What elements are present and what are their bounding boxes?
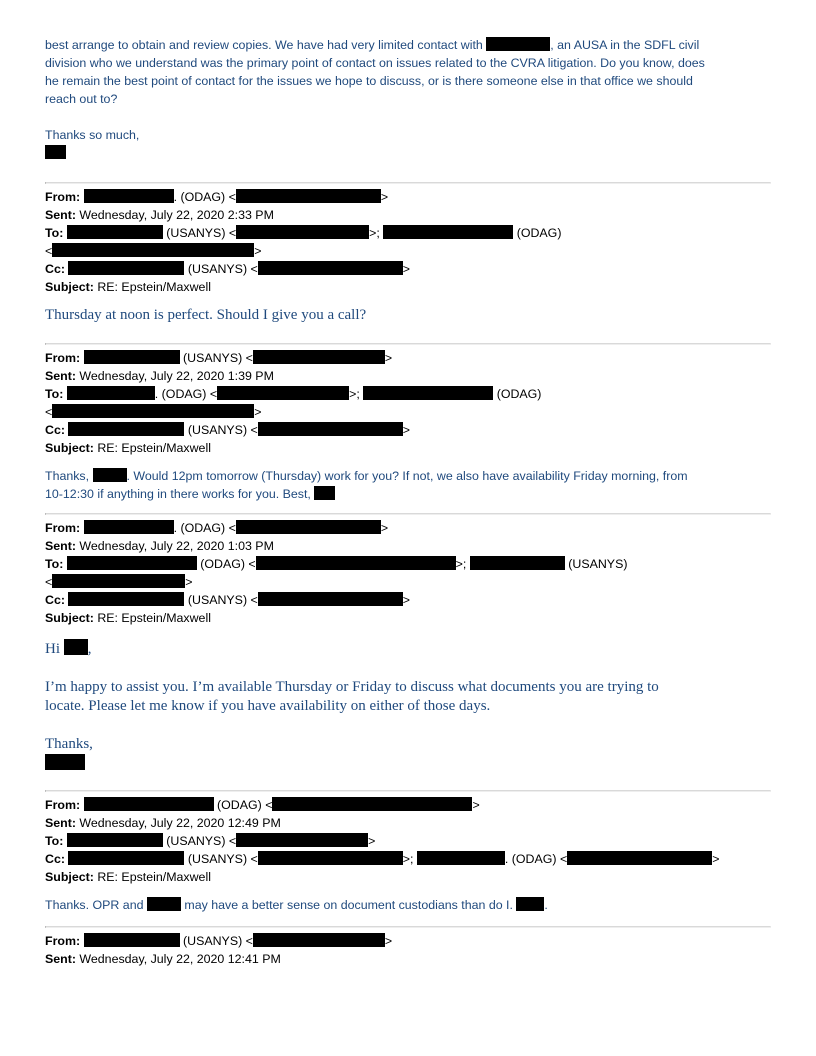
top-message-line: division who we understand was the primary point of contact on issues related to the CVRA litigation. Do you know, does (45, 56, 705, 70)
subject-value: RE: Epstein/Maxwell (93, 441, 211, 455)
to-line-cont (45, 403, 771, 421)
text: 10-12:30 if anything in there works for you. Best, (45, 487, 315, 501)
subject-label: Subject: (45, 441, 94, 455)
redaction (84, 520, 174, 534)
text: > (254, 405, 262, 419)
body-line: I’m happy to assist you. I’m available Thursday or Friday to discuss what documents you are trying to (45, 679, 659, 695)
cc-label: Cc: (45, 262, 65, 276)
text: > (472, 798, 480, 812)
from-label: From: (45, 351, 81, 365)
cc-line (45, 421, 771, 439)
redaction (256, 556, 456, 570)
email-header (45, 796, 771, 886)
from-line (45, 349, 771, 367)
sent-line (45, 814, 771, 832)
text: > (185, 575, 193, 589)
from-line (45, 519, 771, 537)
body-line (45, 896, 771, 914)
subject-label: Subject: (45, 280, 94, 294)
subject-value: RE: Epstein/Maxwell (93, 611, 211, 625)
top-message-closing: Thanks so much, (45, 128, 140, 142)
to-line-cont (45, 242, 771, 260)
text: Thanks. OPR and (45, 898, 147, 912)
from-line (45, 188, 771, 206)
to-label: To: (45, 387, 64, 401)
redaction (217, 386, 349, 400)
to-org: (USANYS) (564, 557, 628, 571)
redaction (68, 422, 184, 436)
subject-value: RE: Epstein/Maxwell (93, 280, 211, 294)
redaction (258, 592, 403, 606)
text: > (402, 262, 410, 276)
from-org: (ODAG) < (213, 798, 273, 812)
redaction (68, 851, 184, 865)
to-line (45, 224, 771, 242)
subject-label: Subject: (45, 870, 94, 884)
email-body (45, 467, 771, 503)
subject-label: Subject: (45, 611, 94, 625)
cc-org: (USANYS) < (184, 423, 258, 437)
email-header (45, 188, 771, 296)
redaction (68, 592, 184, 606)
top-message-line: he remain the best point of contact for the issues we hope to discuss, or is there someone else in that office we should (45, 74, 693, 88)
redaction (68, 261, 184, 275)
sent-line (45, 537, 771, 555)
text: > (402, 423, 410, 437)
text: < (45, 244, 53, 258)
redaction (52, 243, 254, 257)
redaction (486, 37, 550, 51)
sent-line (45, 950, 771, 968)
sent-value: Wednesday, July 22, 2020 12:49 PM (75, 816, 281, 830)
from-org: (USANYS) < (179, 351, 253, 365)
redaction (236, 520, 381, 534)
cc-org: (USANYS) < (184, 593, 258, 607)
text: Thanks, (45, 469, 93, 483)
redaction (253, 350, 385, 364)
redaction (67, 833, 163, 847)
to-org: (ODAG) < (196, 557, 256, 571)
top-message-line (45, 36, 771, 54)
redaction (236, 833, 368, 847)
to-org: (USANYS) < (162, 834, 237, 848)
sent-value: Wednesday, July 22, 2020 1:39 PM (75, 369, 274, 383)
to-label: To: (45, 834, 64, 848)
redaction (417, 851, 505, 865)
redaction (258, 851, 403, 865)
signature (45, 754, 771, 774)
from-org: . (ODAG) < (173, 190, 236, 204)
to-org: . (ODAG) < (154, 387, 218, 401)
text: > (384, 351, 393, 365)
to-org: (ODAG) (493, 387, 542, 401)
text: >; (402, 852, 414, 866)
redaction (52, 574, 185, 588)
redaction (84, 350, 180, 364)
text: > (402, 593, 410, 607)
greeting (45, 639, 771, 659)
from-label: From: (45, 521, 81, 535)
text: , an AUSA in the SDFL civil (550, 38, 700, 52)
subject-line (45, 609, 771, 627)
to-line (45, 385, 771, 403)
redaction (84, 797, 214, 811)
text: , (87, 641, 92, 657)
from-label: From: (45, 798, 81, 812)
from-org: . (ODAG) < (173, 521, 236, 535)
text: > (254, 244, 262, 258)
redaction (45, 754, 85, 770)
text: > (380, 521, 389, 535)
sent-label: Sent: (45, 208, 76, 222)
top-message-line: reach out to? (45, 92, 118, 106)
from-line (45, 932, 771, 950)
email-body (45, 896, 771, 914)
redaction (93, 468, 127, 482)
to-org: (USANYS) < (162, 226, 237, 240)
sent-label: Sent: (45, 369, 76, 383)
text: > (384, 934, 393, 948)
cc-line (45, 591, 771, 609)
redaction (470, 556, 565, 570)
redaction (45, 145, 66, 159)
email-header (45, 932, 771, 968)
cc-org: (USANYS) < (184, 262, 258, 276)
body-line: locate. Please let me know if you have availability on either of those days. (45, 698, 491, 714)
sent-label: Sent: (45, 952, 76, 966)
email-header (45, 349, 771, 457)
redaction (272, 797, 472, 811)
cc-line (45, 850, 771, 868)
redaction (67, 225, 163, 239)
from-label: From: (45, 934, 81, 948)
text: > (380, 190, 389, 204)
from-label: From: (45, 190, 81, 204)
text: Hi (45, 641, 64, 657)
redaction (64, 639, 88, 655)
redaction (84, 189, 174, 203)
body-line (45, 485, 771, 503)
subject-line (45, 439, 771, 457)
redaction (516, 897, 544, 911)
redaction (567, 851, 712, 865)
redaction (147, 897, 181, 911)
to-label: To: (45, 557, 64, 571)
to-org: (ODAG) (513, 226, 562, 240)
text: >; (369, 226, 380, 240)
cc-line (45, 260, 771, 278)
closing: Thanks, (45, 736, 93, 752)
text: > (368, 834, 376, 848)
text: > (712, 852, 720, 866)
text: best arrange to obtain and review copies. We have had very limited contact with (45, 38, 487, 52)
to-line (45, 832, 771, 850)
email-body (45, 639, 771, 774)
to-line-cont (45, 573, 771, 591)
text: . Would 12pm tomorrow (Thursday) work for you? If not, we also have availability Friday morning, from (126, 469, 688, 483)
redaction (52, 404, 254, 418)
text: < (45, 405, 53, 419)
subject-line (45, 868, 771, 886)
to-line (45, 555, 771, 573)
sent-label: Sent: (45, 816, 76, 830)
from-line (45, 796, 771, 814)
text: >; (349, 387, 360, 401)
redaction (363, 386, 493, 400)
redaction (67, 386, 155, 400)
sent-line (45, 367, 771, 385)
from-org: (USANYS) < (179, 934, 253, 948)
redaction (67, 556, 197, 570)
signature (45, 144, 771, 162)
sent-value: Wednesday, July 22, 2020 2:33 PM (75, 208, 274, 222)
cc-label: Cc: (45, 423, 65, 437)
subject-value: RE: Epstein/Maxwell (93, 870, 211, 884)
email-header (45, 519, 771, 627)
redaction (258, 261, 403, 275)
redaction (314, 486, 335, 500)
text: . (544, 898, 548, 912)
subject-line (45, 278, 771, 296)
redaction (253, 933, 385, 947)
redaction (236, 189, 381, 203)
text: < (45, 575, 53, 589)
body-line (45, 467, 771, 485)
cc-org: . (ODAG) < (504, 852, 568, 866)
cc-label: Cc: (45, 593, 65, 607)
redaction (236, 225, 369, 239)
cc-label: Cc: (45, 852, 65, 866)
email-thread-page (45, 36, 771, 968)
redaction (258, 422, 403, 436)
to-label: To: (45, 226, 64, 240)
top-message (45, 36, 771, 162)
sent-line (45, 206, 771, 224)
redaction (84, 933, 180, 947)
sent-value: Wednesday, July 22, 2020 12:41 PM (75, 952, 281, 966)
sent-label: Sent: (45, 539, 76, 553)
redaction (383, 225, 513, 239)
sent-value: Wednesday, July 22, 2020 1:03 PM (75, 539, 274, 553)
text: >; (455, 557, 467, 571)
text: may have a better sense on document custodians than do I. (180, 898, 517, 912)
cc-org: (USANYS) < (184, 852, 258, 866)
email-body: Thursday at noon is perfect. Should I give you a call? (45, 307, 367, 323)
